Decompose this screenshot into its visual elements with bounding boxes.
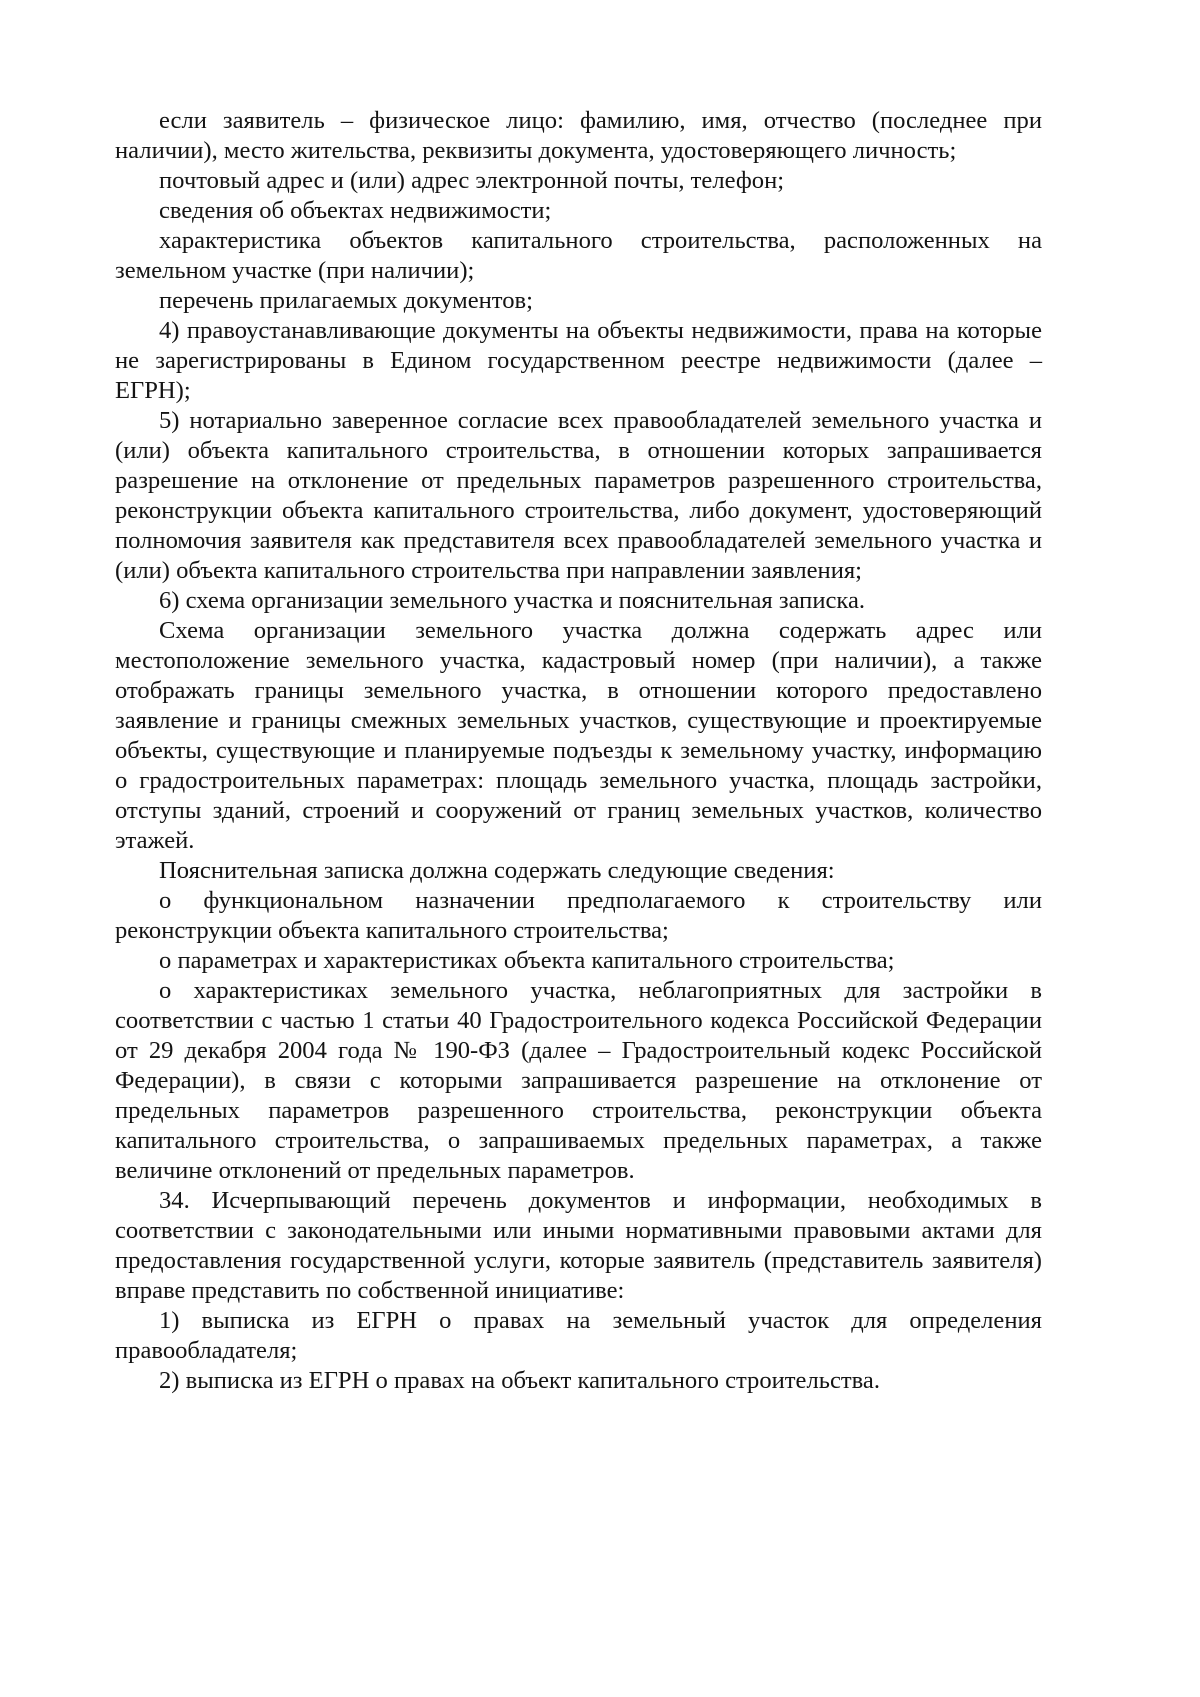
paragraph-item-34-document-list: 34. Исчерпывающий перечень документов и информации, необходимых в соответствии с законодательными или иными нормативными правовыми актами для предоставления государственной услуги, которые заявитель (представитель заявителя) вправе представить по собственной инициативе: [115,1187,1042,1304]
paragraph-applicant-individual: если заявитель – физическое лицо: фамилию, имя, отчество (последнее при наличии), место жительства, реквизиты документа, удостоверяющего личность; [115,107,1042,164]
paragraph-functional-purpose: о функциональном назначении предполагаемого к строительству или реконструкции объекта капитального строительства; [115,887,1042,944]
paragraph-capital-objects-characteristics: характеристика объектов капитального строительства, расположенных на земельном участке (при наличии); [115,227,1042,284]
document-page [115,106,1042,1396]
paragraph-explanatory-note-intro: Пояснительная записка должна содержать следующие сведения: [159,857,835,884]
paragraph-item-1-egrn-land: 1) выписка из ЕГРН о правах на земельный участок для определения правообладателя; [115,1307,1042,1364]
paragraph-land-characteristics: о характеристиках земельного участка, неблагоприятных для застройки в соответствии с частью 1 статьи 40 Градостроительного кодекса Российской Федерации от 29 декабря 2004 года № 190-ФЗ (далее – Градостроительный кодекс Российской Федерации), в связи с которыми запрашивается разрешение на отклонение от предельных параметров разрешенного строительства, реконструкции объекта капитального строительства, о запрашиваемых предельных параметрах, а также величине отклонений от предельных параметров. [115,977,1042,1184]
paragraph-item-5-notarized-consent: 5) нотариально заверенное согласие всех правообладателей земельного участка и (или) объекта капитального строительства, в отношении которых запрашивается разрешение на отклонение от предельных параметров разрешенного строительства, реконструкции объекта капитального строительства, либо документ, удостоверяющий полномочия заявителя как представителя всех правообладателей земельного участка и (или) объекта капитального строительства при направлении заявления; [115,407,1042,584]
paragraph-real-estate-info: сведения об объектах недвижимости; [159,197,552,224]
paragraph-site-scheme-contents: Схема организации земельного участка должна содержать адрес или местоположение земельного участка, кадастровый номер (при наличии), а также отображать границы земельного участка, в отношении которого предоставлено заявление и границы смежных земельных участков, существующие и проектируемые объекты, существующие и планируемые подъезды к земельному участку, информацию о градостроительных параметрах: площадь земельного участка, площадь застройки, отступы зданий, строений и сооружений от границ земельных участков, количество этажей. [115,617,1042,854]
paragraph-item-4-title-documents: 4) правоустанавливающие документы на объекты недвижимости, права на которые не зарегистрированы в Едином государственном реестре недвижимости (далее – ЕГРН); [115,317,1042,404]
paragraph-attached-documents-list: перечень прилагаемых документов; [159,287,533,314]
paragraph-object-parameters: о параметрах и характеристиках объекта капитального строительства; [159,947,895,974]
paragraph-postal-address: почтовый адрес и (или) адрес электронной почты, телефон; [159,167,785,194]
paragraph-item-6-site-scheme: 6) схема организации земельного участка и пояснительная записка. [159,587,866,614]
paragraph-item-2-egrn-building: 2) выписка из ЕГРН о правах на объект капитального строительства. [159,1367,880,1394]
